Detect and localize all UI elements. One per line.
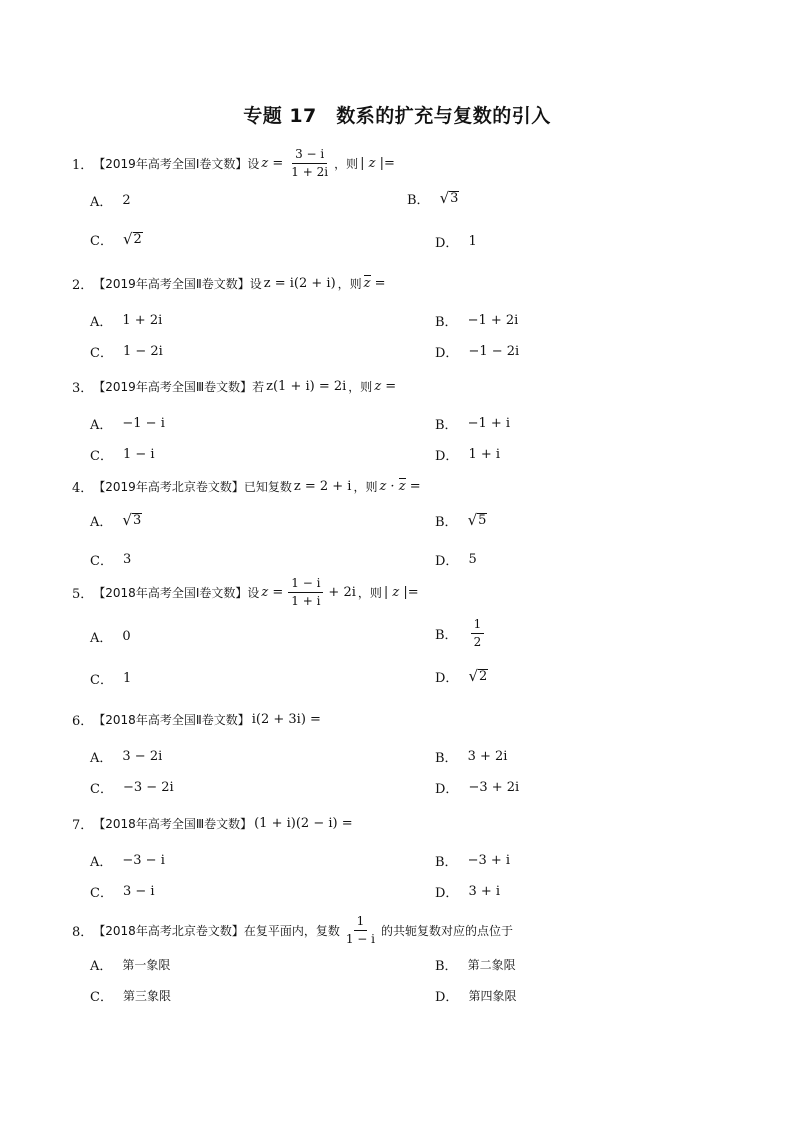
question-3 (72, 377, 398, 396)
math-fraction (343, 914, 378, 947)
option-value: 第一象限 (122, 958, 171, 972)
question-number: 6． (72, 714, 94, 729)
option-label: D． (435, 782, 459, 797)
option-c[interactable] (90, 669, 131, 688)
option-d[interactable] (435, 986, 516, 1005)
question-1 (72, 147, 397, 180)
option-a[interactable] (90, 414, 165, 433)
fraction-denominator: 1 + i (291, 594, 321, 608)
option-value: −3 − 2i (122, 780, 174, 795)
question-4 (72, 477, 423, 496)
question-number: 7． (72, 818, 94, 833)
option-value: 第二象限 (467, 958, 516, 972)
option-label: B． (435, 515, 458, 530)
option-a[interactable] (90, 627, 131, 646)
option-c[interactable] (90, 550, 131, 569)
question-8 (72, 914, 513, 947)
option-a[interactable] (90, 191, 131, 210)
option-value: 5 (468, 552, 477, 567)
question-source: 【2019年高考全国Ⅰ卷文数】 (93, 157, 248, 171)
question-stem-post: ，则 (353, 480, 378, 494)
math-fraction (471, 617, 485, 650)
option-label: D． (435, 236, 459, 251)
math-expression: z(1 + i) = 2i (266, 379, 347, 394)
option-a[interactable] (90, 955, 170, 974)
option-value: −3 − i (122, 853, 165, 868)
option-label: D． (435, 449, 459, 464)
question-source: 【2018年高考北京卷文数】 (93, 924, 244, 938)
fraction-numerator: 1 (354, 914, 368, 931)
sqrt-expression (468, 669, 488, 684)
option-d[interactable] (435, 445, 500, 464)
option-label: C． (90, 449, 113, 464)
math-tail: z = (374, 379, 397, 394)
question-number: 8． (72, 925, 94, 940)
option-label: B． (407, 193, 430, 208)
option-label: D． (435, 671, 459, 686)
option-value: 0 (122, 629, 131, 644)
option-label: A． (90, 855, 113, 870)
radicand: 5 (478, 513, 487, 528)
option-label: B． (435, 418, 458, 433)
option-label: D． (435, 886, 459, 901)
conjugate-variable: z (363, 276, 371, 291)
radical-sign: √ (122, 511, 132, 529)
equals-sign: = (405, 479, 421, 494)
option-label: B． (435, 855, 458, 870)
question-stem-post: 的共轭复数对应的点位于 (381, 924, 514, 938)
option-value: 1 − i (122, 447, 155, 462)
option-b[interactable] (435, 414, 510, 433)
conjugate-variable: z (398, 479, 406, 494)
math-lhs: z = (261, 156, 284, 171)
option-value: 第三象限 (122, 989, 171, 1003)
question-stem-pre: 设 (249, 277, 262, 291)
option-value: 3 − i (122, 884, 155, 899)
option-label: B． (435, 628, 458, 643)
radicand: 2 (479, 669, 488, 684)
question-stem-pre: 设 (247, 586, 260, 600)
fraction-numerator: 1 − i (288, 576, 323, 593)
option-a[interactable] (90, 851, 165, 870)
question-stem-pre: 设 (247, 157, 260, 171)
option-c[interactable] (90, 778, 174, 797)
sqrt-expression (468, 513, 488, 528)
radical-sign: √ (468, 667, 478, 685)
option-value: 1 − 2i (122, 344, 163, 359)
question-source: 【2018年高考全国Ⅰ卷文数】 (93, 586, 248, 600)
option-label: B． (435, 315, 458, 330)
math-lhs: z = (261, 585, 284, 600)
option-d[interactable] (435, 778, 519, 797)
option-label: D． (435, 554, 459, 569)
question-stem-post: ，则 (334, 157, 359, 171)
option-value: 1 + 2i (122, 313, 163, 328)
fraction-denominator: 1 − i (345, 932, 375, 946)
question-source: 【2018年高考全国Ⅱ卷文数】 (93, 713, 250, 727)
equals-sign: = (370, 276, 386, 291)
option-d[interactable] (435, 550, 477, 569)
option-label: C． (90, 782, 113, 797)
option-label: D． (435, 346, 459, 361)
math-tail (379, 479, 420, 494)
radicand: 3 (450, 191, 459, 206)
option-value: −1 + 2i (467, 313, 519, 328)
math-tail: | z |= (383, 585, 419, 600)
fraction-numerator: 1 (471, 617, 485, 634)
option-c[interactable] (90, 445, 155, 464)
option-label: D． (435, 990, 459, 1005)
option-c[interactable] (90, 230, 143, 249)
product-term: z · (379, 479, 395, 494)
radical-sign: √ (439, 189, 450, 207)
option-c[interactable] (90, 986, 171, 1005)
sqrt-expression (122, 513, 142, 528)
option-label: C． (90, 234, 113, 249)
math-expression: (1 + i)(2 − i) = (254, 816, 353, 831)
option-b[interactable] (435, 747, 507, 766)
option-a[interactable] (90, 747, 162, 766)
question-stem-pre: 若 (252, 380, 265, 394)
question-stem-post: ，则 (348, 380, 373, 394)
option-value: −3 + i (467, 853, 511, 868)
question-number: 4． (72, 481, 94, 496)
option-value: −1 − i (122, 416, 165, 431)
question-stem-pre: 在复平面内，复数 (243, 924, 340, 938)
option-label: A． (90, 631, 113, 646)
question-source: 【2019年高考北京卷文数】 (93, 480, 244, 494)
question-2 (72, 274, 388, 293)
math-expression: z = 2 + i (293, 479, 352, 494)
math-expression: i(2 + 3i) = (251, 712, 321, 727)
option-b[interactable] (407, 189, 459, 208)
math-expression: z = i(2 + i) (263, 276, 336, 291)
option-value: 1 (468, 234, 477, 249)
option-a[interactable] (90, 311, 162, 330)
option-d[interactable] (435, 882, 500, 901)
option-value: 1 (122, 671, 132, 686)
option-label: A． (90, 195, 113, 210)
option-value: 第四象限 (468, 989, 517, 1003)
sqrt-expression (440, 191, 460, 206)
math-rhs: + 2i (328, 585, 356, 600)
question-stem-pre: 已知复数 (243, 480, 292, 494)
option-b[interactable] (435, 511, 487, 530)
question-source: 【2019年高考全国Ⅱ卷文数】 (93, 277, 250, 291)
math-tail: | z |= (360, 156, 395, 171)
fraction-numerator: 3 − i (292, 147, 327, 164)
question-source: 【2018年高考全国Ⅲ卷文数】 (93, 817, 253, 831)
question-5 (72, 576, 421, 609)
question-stem-post: ，则 (357, 586, 382, 600)
option-value: 3 (122, 552, 132, 567)
option-d[interactable] (435, 667, 488, 686)
question-6 (72, 710, 323, 729)
fraction-denominator: 2 (473, 635, 482, 649)
option-d[interactable] (435, 342, 519, 361)
option-label: C． (90, 346, 113, 361)
option-value: −3 + 2i (468, 780, 520, 795)
option-label: A． (90, 315, 113, 330)
question-7 (72, 814, 355, 833)
option-c[interactable] (90, 882, 155, 901)
option-label: A． (90, 959, 113, 974)
option-label: C． (90, 554, 113, 569)
option-value: 3 + 2i (467, 749, 508, 764)
math-fraction (288, 147, 331, 180)
option-label: C． (90, 990, 113, 1005)
radicand: 3 (132, 513, 142, 528)
math-fraction (288, 576, 323, 609)
option-b[interactable] (435, 955, 516, 974)
question-number: 5． (72, 587, 94, 602)
option-d[interactable] (435, 232, 477, 251)
question-source: 【2019年高考全国Ⅲ卷文数】 (93, 380, 253, 394)
option-label: B． (435, 751, 458, 766)
question-number: 1． (72, 158, 94, 173)
option-value: 2 (122, 193, 131, 208)
question-number: 3． (72, 381, 94, 396)
option-label: C． (90, 886, 113, 901)
option-value: 1 + i (468, 447, 501, 462)
option-b[interactable] (435, 851, 510, 870)
radical-sign: √ (122, 230, 133, 248)
math-tail (364, 276, 386, 291)
option-value: 3 + i (468, 884, 501, 899)
option-label: A． (90, 515, 113, 530)
radical-sign: √ (467, 511, 478, 529)
question-stem-post: ，则 (337, 277, 362, 291)
page-title: 专题 17 数系的扩充与复数的引入 (243, 105, 551, 127)
question-number: 2． (72, 278, 94, 293)
option-c[interactable] (90, 342, 163, 361)
option-label: C． (90, 673, 113, 688)
option-b[interactable] (435, 617, 487, 650)
fraction-denominator: 1 + 2i (291, 165, 329, 179)
radicand: 2 (133, 232, 142, 247)
option-value: −1 − 2i (468, 344, 520, 359)
option-label: A． (90, 418, 113, 433)
option-label: B． (435, 959, 458, 974)
option-value: 3 − 2i (122, 749, 163, 764)
sqrt-expression (123, 232, 143, 247)
option-label: A． (90, 751, 113, 766)
option-b[interactable] (435, 311, 518, 330)
option-a[interactable] (90, 511, 142, 530)
option-value: −1 + i (467, 416, 511, 431)
